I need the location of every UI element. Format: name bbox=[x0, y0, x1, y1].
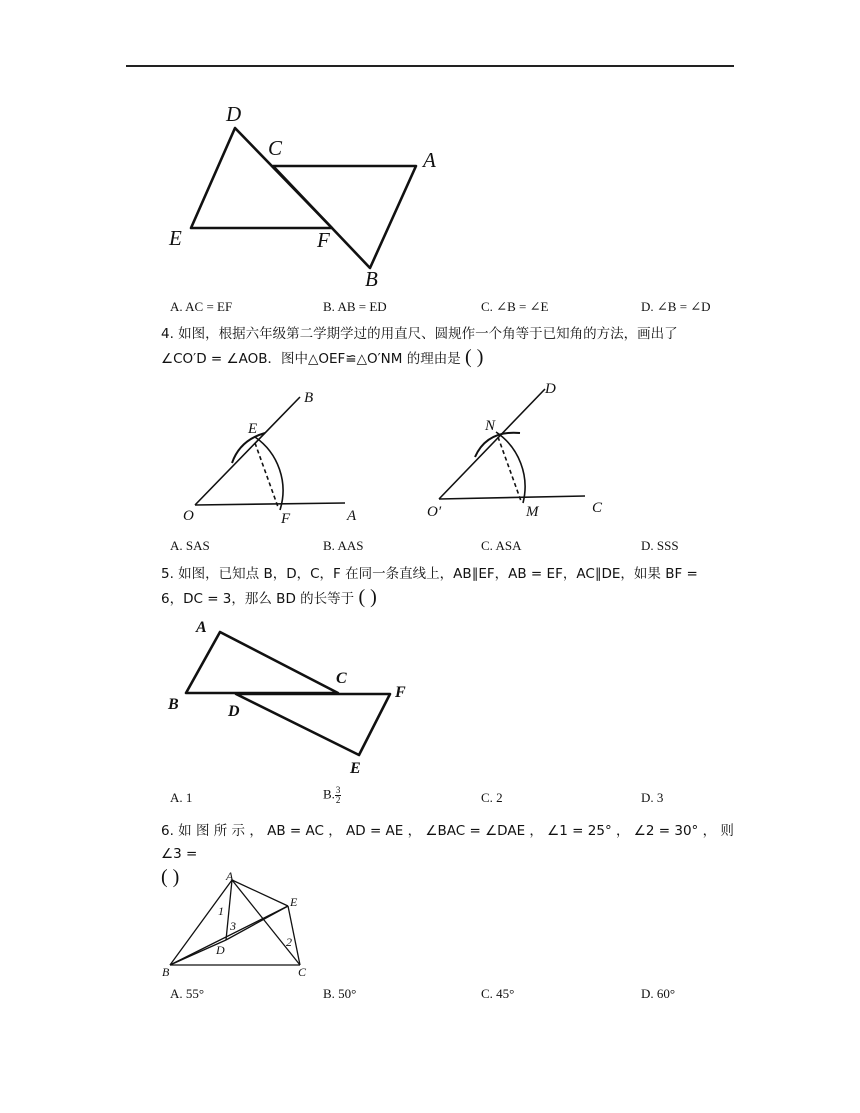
q4-option-c[interactable]: C. ASA bbox=[481, 538, 522, 553]
q5-label-d: D bbox=[228, 703, 240, 720]
q6-segment-ac bbox=[232, 880, 300, 965]
q5-label-f: F bbox=[395, 684, 406, 701]
header-rule bbox=[126, 65, 734, 67]
q5-label-b: B bbox=[168, 696, 179, 713]
q6-label-3: 3 bbox=[230, 919, 236, 933]
q3-figure bbox=[160, 95, 460, 295]
q6-label-b: B bbox=[162, 965, 170, 979]
q6-answer-paren[interactable]: ( ) bbox=[161, 866, 180, 888]
q6-label-2: 2 bbox=[286, 935, 292, 949]
q3-label-c: C bbox=[268, 136, 283, 160]
q5-option-c[interactable]: C. 2 bbox=[481, 790, 503, 805]
q6-option-a[interactable]: A. 55° bbox=[170, 986, 205, 1001]
q5-option-b[interactable] bbox=[323, 786, 341, 805]
q3-option-a[interactable]: A. AC = EF bbox=[170, 299, 233, 314]
q3-option-c[interactable]: C. ∠B = ∠E bbox=[481, 299, 549, 314]
q5-triangle-def bbox=[236, 694, 390, 755]
q4-label-a: A bbox=[347, 508, 357, 524]
q3-option-b[interactable]: B. AB = ED bbox=[323, 299, 387, 314]
q5-fraction-den: 2 bbox=[335, 795, 341, 805]
q4-label-d: D bbox=[545, 381, 556, 397]
q4-option-a[interactable]: A. SAS bbox=[170, 538, 210, 553]
q5-option-b-fraction bbox=[335, 786, 342, 805]
q3-label-e: E bbox=[169, 226, 182, 250]
q3-option-d[interactable]: D. ∠B = ∠D bbox=[641, 299, 711, 314]
q4-dashed-ef bbox=[255, 443, 278, 507]
q5-fraction-num: 3 bbox=[335, 785, 341, 795]
q5-option-b-prefix: B. bbox=[323, 786, 335, 802]
q4-line2: ∠CO′D = ∠AOB．图中△OEF≌△O′NM 的理由是 bbox=[161, 351, 461, 367]
q6-label-c: C bbox=[298, 965, 307, 979]
q4-option-b[interactable]: B. AAS bbox=[323, 538, 364, 553]
q4-answer-paren[interactable]: ( ) bbox=[465, 346, 484, 368]
q4-line1: 4. 如图，根据六年级第二学期学过的用直尺、圆规作一个角等于已知角的方法，画出了 bbox=[161, 326, 678, 342]
q6-line1: 6. 如 图 所 示 ， AB = AC ， AD = AE ， ∠BAC = ∠DAE ， ∠1 = 25° ， ∠2 = 30° ， 则 ∠3 = bbox=[161, 823, 734, 862]
q4-label-e: E bbox=[248, 421, 258, 437]
q6-label-a: A bbox=[226, 869, 234, 883]
q5-line2: 6，DC = 3，那么 BD 的长等于 bbox=[161, 591, 355, 607]
q4-label-n: N bbox=[485, 418, 496, 434]
q4-label-o: O bbox=[183, 508, 194, 524]
q5-option-a[interactable]: A. 1 bbox=[170, 790, 193, 805]
q6-label-1: 1 bbox=[218, 904, 224, 918]
q6-option-d[interactable]: D. 60° bbox=[641, 986, 676, 1001]
q4-arc-n bbox=[475, 433, 520, 457]
q6-option-c[interactable]: C. 45° bbox=[481, 986, 515, 1001]
q5-label-c: C bbox=[336, 670, 347, 687]
q3-label-b: B bbox=[365, 267, 378, 291]
q4-label-c: C bbox=[592, 500, 603, 516]
q4-label-b: B bbox=[304, 390, 314, 406]
q5-question bbox=[161, 563, 739, 611]
q5-triangle-abc bbox=[186, 632, 338, 693]
q4-line2-wrap bbox=[161, 346, 739, 371]
q3-triangle-def bbox=[191, 128, 332, 228]
q4-option-d[interactable]: D. SSS bbox=[641, 538, 679, 553]
q4-label-f: F bbox=[281, 511, 291, 527]
q4-ray-ob bbox=[195, 397, 300, 505]
q4-figure-left bbox=[180, 385, 370, 530]
q6-label-e: E bbox=[290, 895, 298, 909]
q4-label-m: M bbox=[526, 504, 539, 520]
q3-label-d: D bbox=[226, 102, 242, 126]
q6-segment-ae bbox=[232, 880, 288, 906]
q5-answer-paren[interactable]: ( ) bbox=[358, 586, 377, 608]
q4-question bbox=[161, 323, 739, 371]
q6-figure bbox=[160, 868, 330, 983]
q4-ray-oc bbox=[439, 496, 585, 499]
q4-label-o-prime: O′ bbox=[427, 504, 442, 520]
q4-arc-nm bbox=[496, 432, 525, 503]
q5-line1: 5. 如图，已知点 B，D，C，F 在同一条直线上，AB∥EF，AB = EF，AC∥DE，如果 BF = bbox=[161, 566, 698, 582]
q4-ray-oa bbox=[195, 503, 345, 505]
q4-dashed-nm bbox=[498, 437, 521, 501]
q3-label-a: A bbox=[423, 148, 436, 172]
q5-label-a: A bbox=[196, 619, 207, 636]
q6-option-b[interactable]: B. 50° bbox=[323, 986, 357, 1001]
q4-figure-right bbox=[425, 375, 615, 525]
q3-triangle-cab bbox=[273, 166, 416, 268]
q4-ray-od bbox=[439, 389, 545, 499]
q3-label-f: F bbox=[317, 228, 330, 252]
q6-label-d: D bbox=[216, 943, 225, 957]
q5-label-e: E bbox=[350, 760, 361, 777]
q5-option-d[interactable]: D. 3 bbox=[641, 790, 664, 805]
q5-figure bbox=[162, 615, 422, 780]
q4-arc-ef bbox=[255, 437, 283, 510]
q5-line2-wrap bbox=[161, 586, 739, 611]
